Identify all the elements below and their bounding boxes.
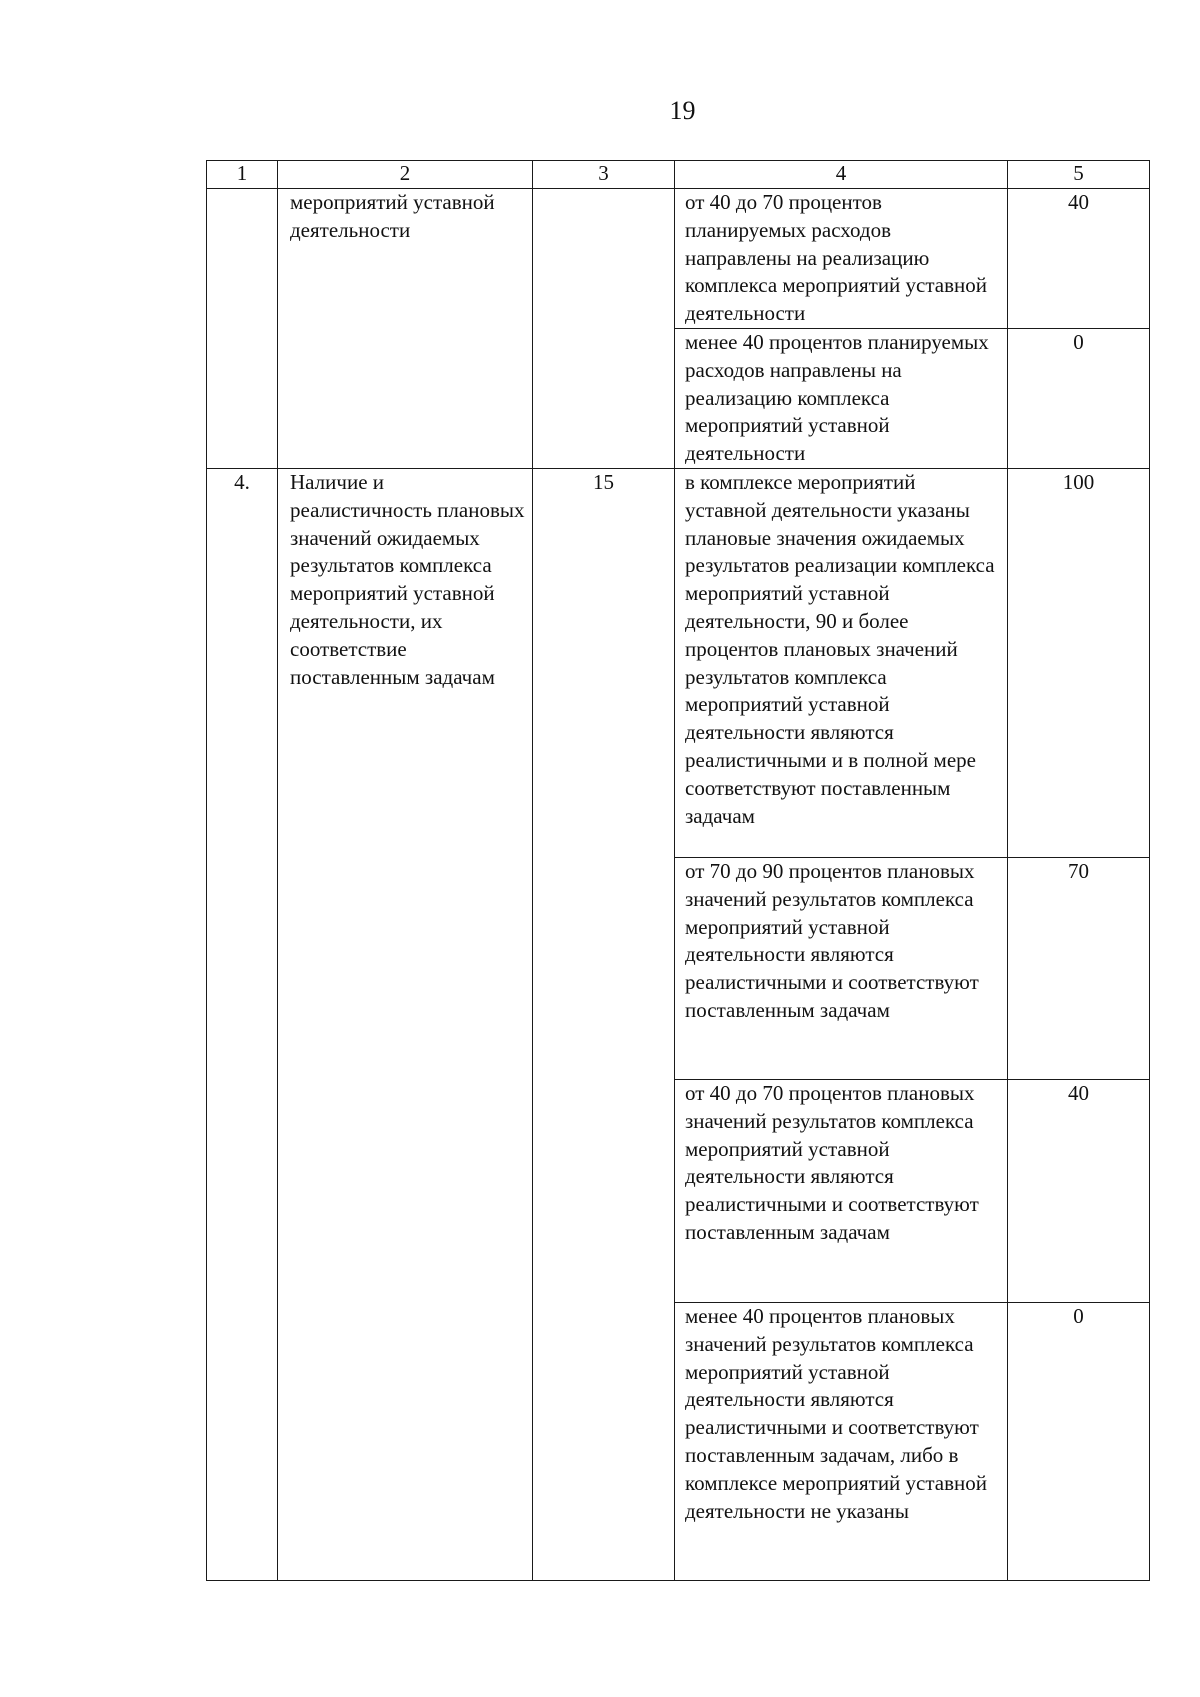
criterion-description-cell: от 40 до 70 процентов планируемых расходов направлены на реализацию комплекса мероприятий уставной деятельности bbox=[675, 189, 1008, 329]
score-cell: 0 bbox=[1008, 1302, 1150, 1580]
criteria-table bbox=[206, 160, 1150, 1581]
criterion-description-cell: от 40 до 70 процентов плановых значений результатов комплекса мероприятий уставной деятельности являются реалистичными и соответствуют поставленным задачам bbox=[675, 1079, 1008, 1302]
score-cell: 0 bbox=[1008, 328, 1150, 468]
score-cell: 100 bbox=[1008, 468, 1150, 857]
score-cell: 40 bbox=[1008, 189, 1150, 329]
criterion-name-cell: Наличие и реалистичность плановых значений ожидаемых результатов комплекса мероприятий уставной деятельности, их соответствие поставленным задачам bbox=[278, 468, 533, 1580]
row-number-cell bbox=[207, 189, 278, 469]
weight-cell: 15 bbox=[533, 468, 675, 1580]
score-cell: 70 bbox=[1008, 857, 1150, 1079]
weight-cell bbox=[533, 189, 675, 469]
header-col-3: 3 bbox=[533, 161, 675, 189]
row-number-cell: 4. bbox=[207, 468, 278, 1580]
criterion-description-cell: от 70 до 90 процентов плановых значений результатов комплекса мероприятий уставной деятельности являются реалистичными и соответствуют поставленным задачам bbox=[675, 857, 1008, 1079]
header-col-5: 5 bbox=[1008, 161, 1150, 189]
page-number: 19 bbox=[669, 96, 696, 125]
table-row bbox=[207, 468, 1150, 857]
criterion-description-cell: менее 40 процентов планируемых расходов направлены на реализацию комплекса мероприятий уставной деятельности bbox=[675, 328, 1008, 468]
header-col-1: 1 bbox=[207, 161, 278, 189]
criterion-description-cell: менее 40 процентов плановых значений результатов комплекса мероприятий уставной деятельности являются реалистичными и соответствуют поставленным задачам, либо в комплексе мероприятий уставной деятельности не указаны bbox=[675, 1302, 1008, 1580]
criterion-description-cell: в комплексе мероприятий уставной деятельности указаны плановые значения ожидаемых результатов реализации комплекса мероприятий уставной деятельности, 90 и более процентов плановых значений результатов комплекса мероприятий уставной деятельности являются реалистичными и в полной мере соответствуют поставленным задачам bbox=[675, 468, 1008, 857]
table-row bbox=[207, 189, 1150, 329]
header-col-4: 4 bbox=[675, 161, 1008, 189]
score-cell: 40 bbox=[1008, 1079, 1150, 1302]
header-col-2: 2 bbox=[278, 161, 533, 189]
header-row bbox=[207, 161, 1150, 189]
criterion-name-cell: мероприятий уставной деятельности bbox=[278, 189, 533, 469]
